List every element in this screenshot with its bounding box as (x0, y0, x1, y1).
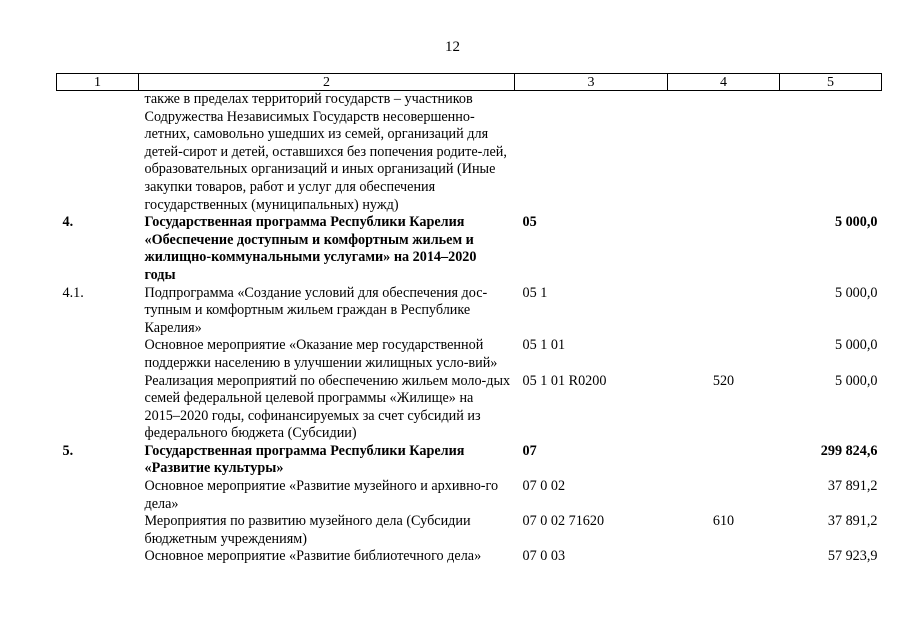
row-code: 05 (522, 214, 537, 231)
row-number: 5. (62, 442, 74, 459)
row-number (57, 478, 139, 513)
table-row (57, 285, 882, 338)
row-sum: 37 891,2 (827, 478, 878, 495)
row-sum (780, 91, 882, 215)
row-code: 07 (522, 442, 537, 459)
row-name: Основное мероприятие «Развитие музейного и архивно-го дела» (144, 478, 499, 512)
row-number: 4. (62, 214, 74, 231)
row-sum: 299 824,6 (820, 442, 878, 459)
table-row (57, 91, 882, 215)
row-number: 4.1. (62, 284, 84, 301)
table-row (57, 337, 882, 372)
row-sum: 5 000,0 (834, 284, 878, 301)
row-name: Государственная программа Республики Карелия «Развитие культуры» (144, 442, 465, 477)
row-code: 05 1 (522, 284, 548, 301)
row-expense-type (668, 91, 780, 215)
row-expense-type (668, 337, 780, 372)
row-number (57, 548, 139, 566)
header-col-2: 2 (139, 74, 515, 91)
row-expense-type (668, 443, 780, 478)
header-col-1: 1 (57, 74, 139, 91)
table-row (57, 214, 882, 284)
row-name: Основное мероприятие «Оказание мер государственной поддержки населению в улучшении жилищных усло-вий» (144, 337, 498, 371)
row-number (57, 337, 139, 372)
row-code: 07 0 02 (522, 478, 566, 495)
row-code: 07 0 02 71620 (522, 513, 605, 530)
row-name: Мероприятия по развитию музейного дела (Субсидии бюджетным учреждениям) (144, 513, 471, 547)
table-row (57, 443, 882, 478)
page-number: 12 (445, 39, 460, 55)
row-expense-type: 520 (712, 372, 735, 389)
row-name: Реализация мероприятий по обеспечению жильем моло-дых семей федеральной целевой программы «Жилище» на 2015–2020 годы, софинансируемых за счет субсидий из федерального бюджета (Субсидии) (144, 372, 511, 442)
table-row (57, 373, 882, 443)
row-sum: 57 923,9 (827, 548, 878, 565)
table-header (57, 74, 882, 91)
row-expense-type: 610 (712, 513, 735, 530)
row-name: Подпрограмма «Создание условий для обеспечения дос-тупным и комфортным жильем граждан в Республике Карелия» (144, 284, 488, 336)
row-name: Государственная программа Республики Карелия «Обеспечение доступным и комфортным жильем и жилищно-коммунальными услугами» на 2014–2020 годы (144, 214, 477, 283)
row-number (57, 513, 139, 548)
table-body (57, 91, 882, 567)
row-expense-type (668, 214, 780, 284)
header-col-3: 3 (515, 74, 668, 91)
row-name: Основное мероприятие «Развитие библиотечного дела» (144, 548, 482, 565)
row-sum: 5 000,0 (834, 337, 878, 354)
row-code: 07 0 03 (522, 548, 566, 565)
row-code (515, 91, 668, 215)
row-expense-type (668, 285, 780, 338)
row-expense-type (668, 478, 780, 513)
row-number (57, 373, 139, 443)
row-expense-type (668, 548, 780, 566)
table-row (57, 478, 882, 513)
budget-table (56, 73, 882, 566)
row-code: 05 1 01 R0200 (522, 372, 607, 389)
row-sum: 37 891,2 (827, 513, 878, 530)
row-number (57, 91, 139, 215)
header-col-4: 4 (668, 74, 780, 91)
row-name: также в пределах территорий государств – участников Содружества Независимых Государств несовершенно-летних, самовольно ушедших из семей, организаций для детей-сирот и детей, оставшихся без попечения родите-лей, образовательных организаций и иных организаций (Иные закупки товаров, работ и услуг для обеспечения государственных (муниципальных) нужд) (144, 91, 507, 213)
table-row (57, 513, 882, 548)
table-row (57, 548, 882, 566)
header-col-5: 5 (780, 74, 882, 91)
header-row (57, 74, 882, 91)
row-sum: 5 000,0 (834, 372, 878, 389)
row-sum: 5 000,0 (834, 214, 878, 231)
row-code: 05 1 01 (522, 337, 566, 354)
